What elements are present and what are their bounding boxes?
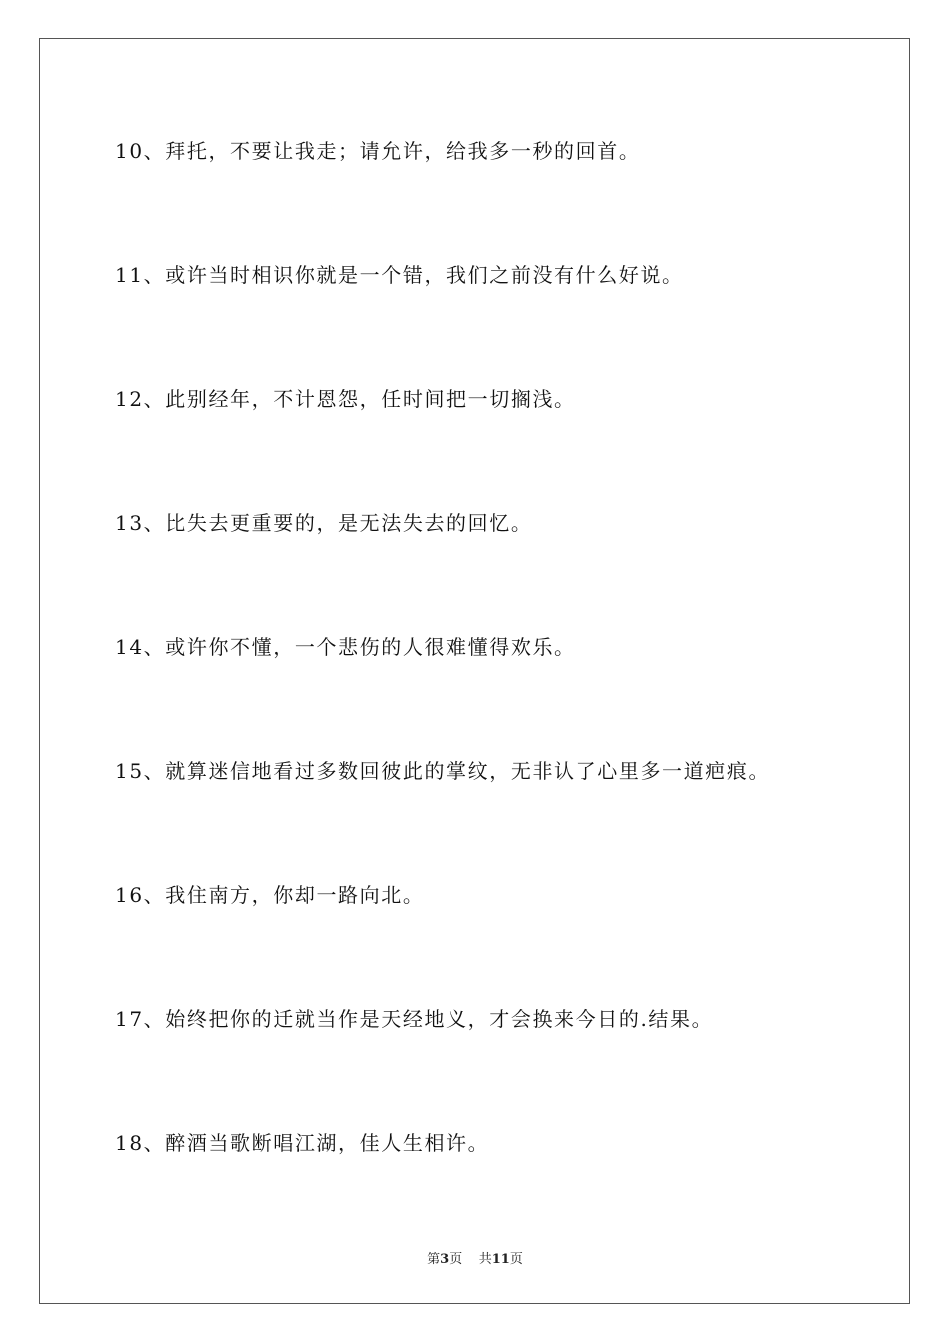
document-body — [115, 126, 895, 1242]
list-item-18: 18、醉酒当歌断唱江湖，佳人生相许。 — [115, 1131, 490, 1155]
page-suffix: 页 — [449, 1252, 463, 1267]
page-current: 3 — [440, 1252, 450, 1267]
list-item-12: 12、此别经年，不计恩怨，任时间把一切搁浅。 — [115, 387, 576, 411]
list-item-16: 16、我住南方，你却一路向北。 — [115, 883, 425, 907]
list-item-15: 15、就算迷信地看过多数回彼此的掌纹，无非认了心里多一道疤痕。 — [115, 759, 771, 783]
list-item-17: 17、始终把你的迁就当作是天经地义，才会换来今日的.结果。 — [115, 1007, 714, 1031]
total-suffix: 页 — [509, 1252, 523, 1267]
page-total: 11 — [491, 1252, 510, 1267]
list-item-14: 14、或许你不懂，一个悲伤的人很难懂得欢乐。 — [115, 635, 576, 659]
total-prefix: 共 — [478, 1252, 492, 1267]
page-footer — [0, 1248, 950, 1267]
list-item-11: 11、或许当时相识你就是一个错，我们之前没有什么好说。 — [115, 263, 684, 287]
page-prefix: 第 — [427, 1252, 441, 1267]
list-item-10: 10、拜托，不要让我走；请允许，给我多一秒的回首。 — [115, 139, 641, 163]
list-item-13: 13、比失去更重要的，是无法失去的回忆。 — [115, 511, 533, 535]
